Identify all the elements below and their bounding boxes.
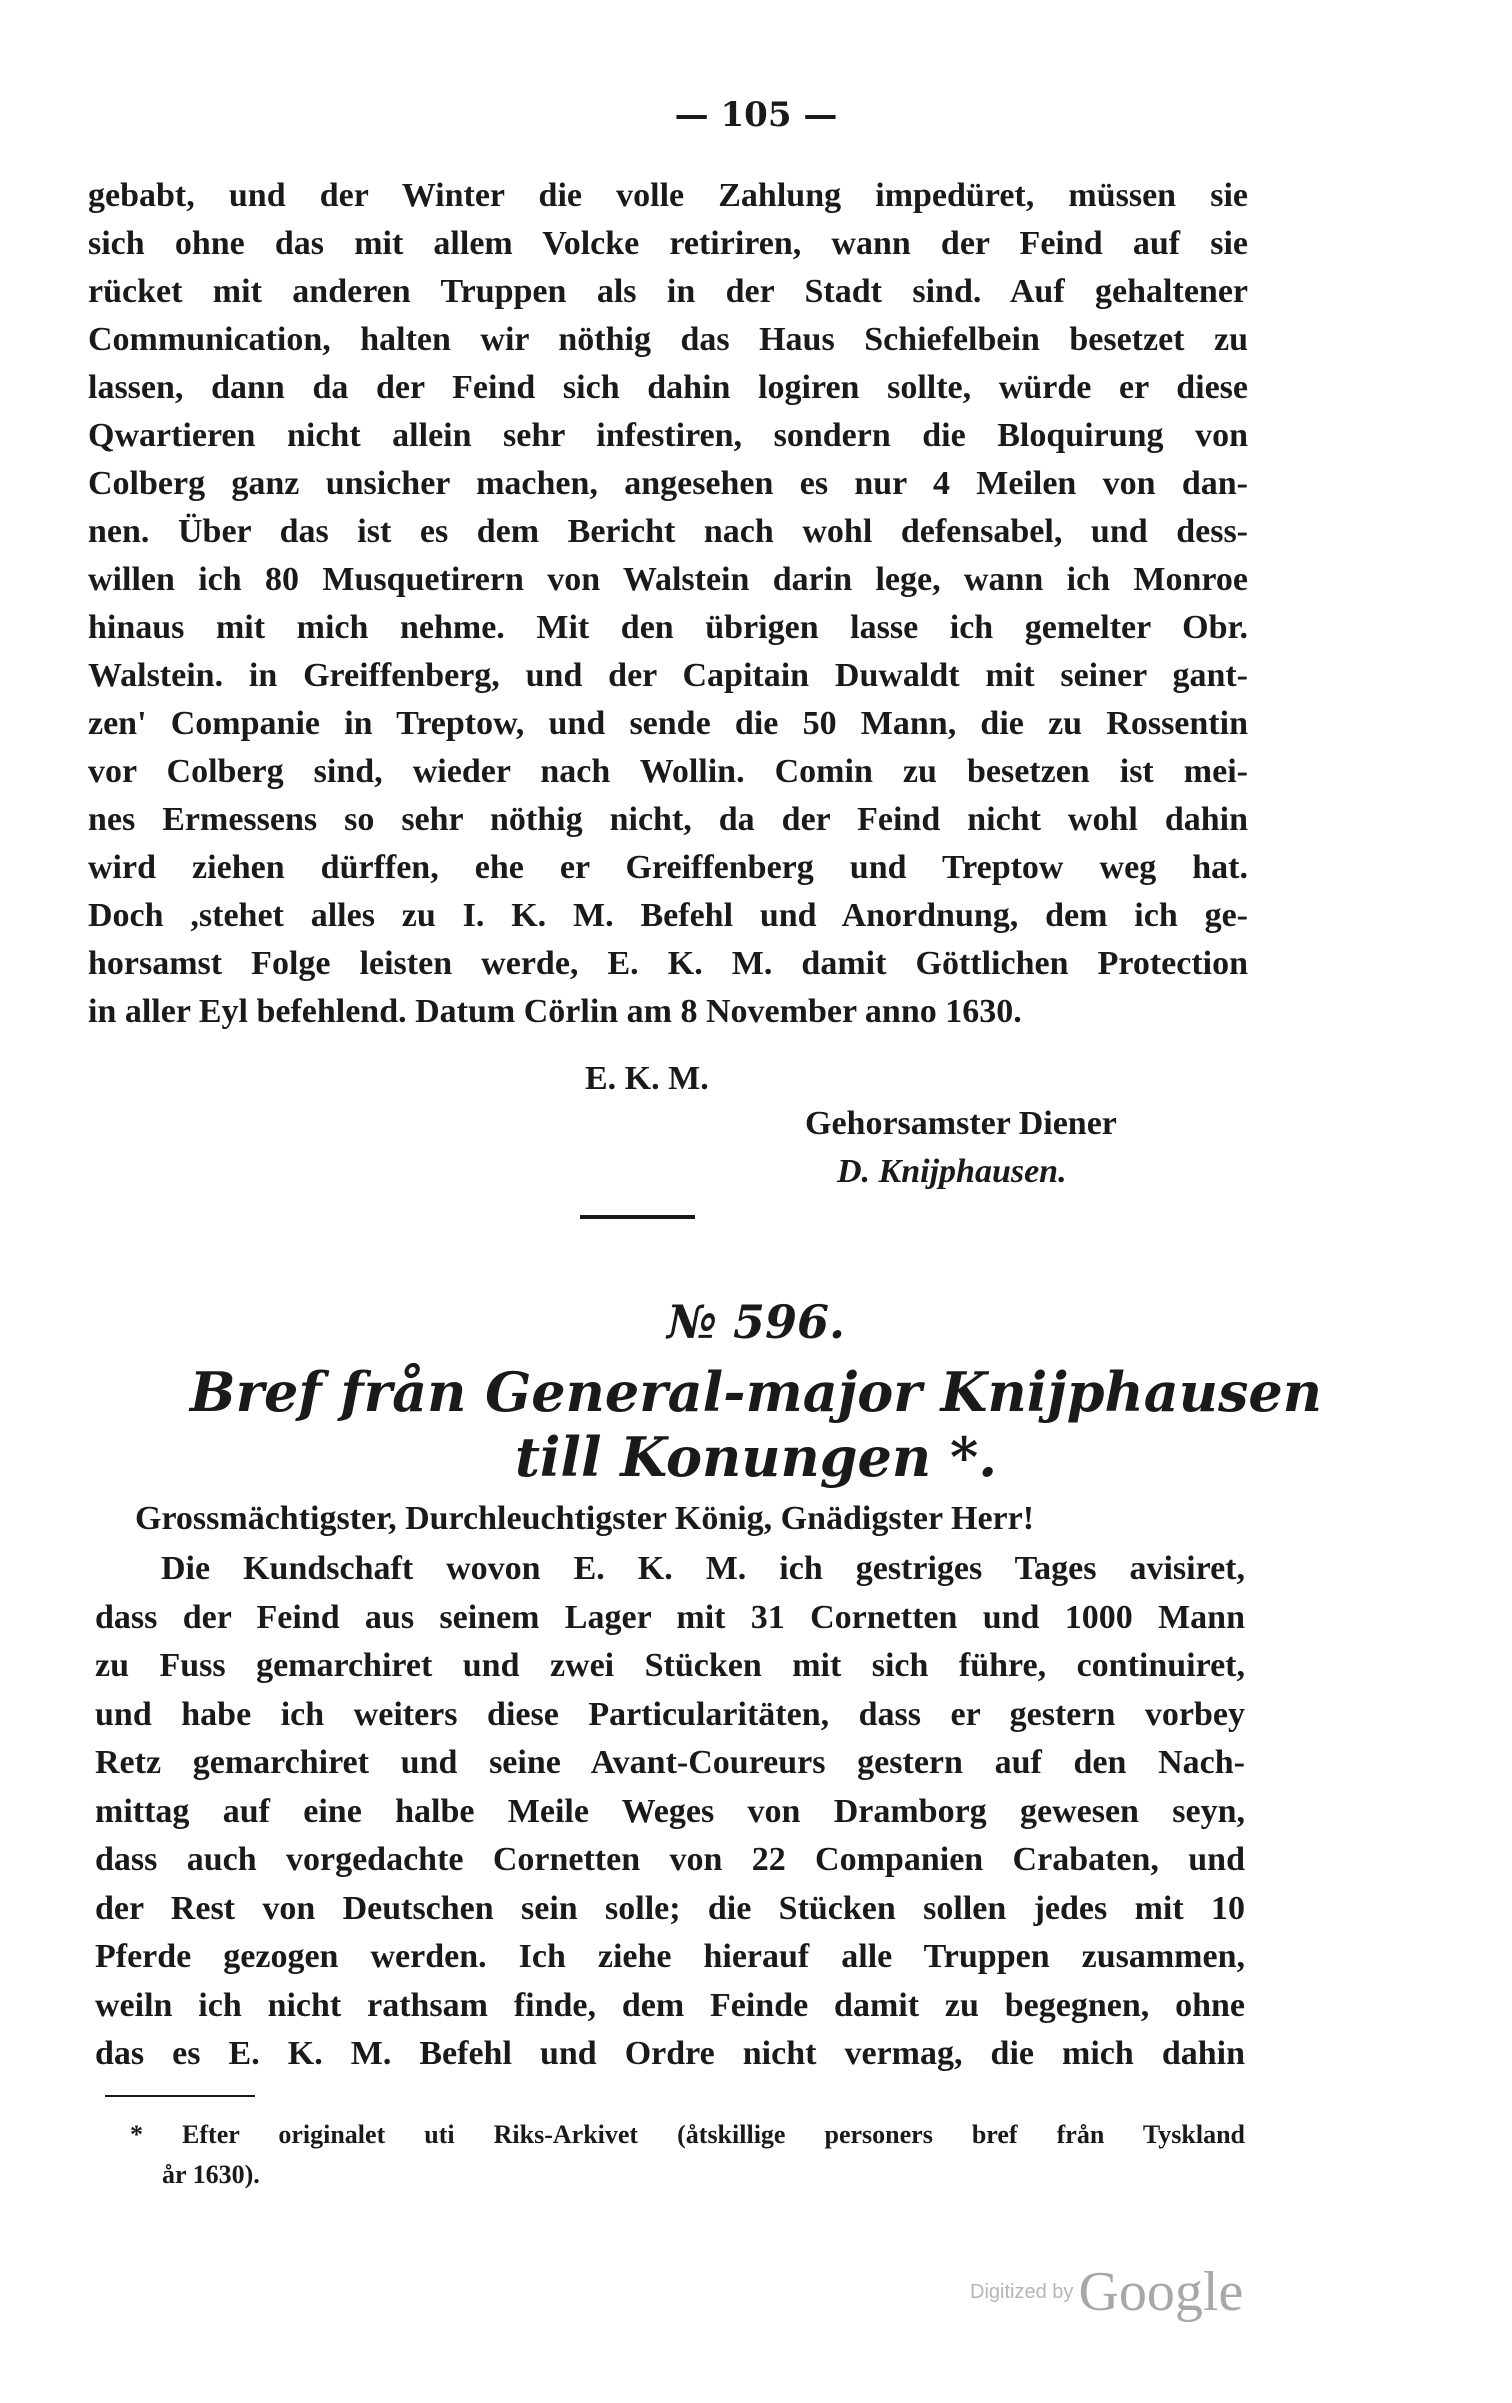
text-line: mittag auf eine halbe Meile Weges von Dramborg gewesen seyn, bbox=[95, 1792, 1245, 1830]
text-line: Pferde gezogen werden. Ich ziehe hierauf alle Truppen zusammen, bbox=[95, 1938, 1245, 1975]
text-line: hinaus mit mich nehme. Mit den übrigen lasse ich gemelter Obr. bbox=[88, 609, 1248, 646]
text-line: vor Colberg sind, wieder nach Wollin. Comin zu besetzen ist mei- bbox=[88, 753, 1248, 790]
text-line: weiln ich nicht rathsam finde, dem Feinde damit zu begegnen, ohne bbox=[95, 1986, 1245, 2024]
text-line: Communication, halten wir nöthig das Haus Schiefelbein besetzet zu bbox=[88, 321, 1248, 358]
footnote bbox=[130, 2115, 1245, 2195]
text-line: dass auch vorgedachte Cornetten von 22 Companien Crabaten, und bbox=[95, 1841, 1245, 1878]
text-line: Retz gemarchiret und seine Avant-Coureurs gestern auf den Nach- bbox=[95, 1744, 1245, 1781]
footnote-divider bbox=[105, 2095, 255, 2097]
signature-closing: Gehorsamster Diener bbox=[805, 1105, 1117, 1142]
text-line: gebabt, und der Winter die volle Zahlung impedüret, müssen sie bbox=[88, 177, 1248, 214]
section-divider bbox=[580, 1215, 695, 1219]
google-logo: Google bbox=[1078, 2261, 1244, 2323]
text-line: rücket mit anderen Truppen als in der Stadt sind. Auf gehaltener bbox=[88, 273, 1248, 310]
text-line: in aller Eyl befehlend. Datum Cörlin am 8 November anno 1630. bbox=[88, 993, 1022, 1030]
text-line: der Rest von Deutschen sein solle; die Stücken sollen jedes mit 10 bbox=[95, 1889, 1245, 1927]
text-line: Qwartieren nicht allein sehr infestiren, sondern die Bloquirung von bbox=[88, 417, 1248, 454]
page-number: — 105 — bbox=[674, 95, 838, 135]
text-line: Doch ,stehet alles zu I. K. M. Befehl und Anordnung, dem ich ge- bbox=[88, 897, 1248, 934]
text-line: Die Kundschaft wovon E. K. M. ich gestriges Tages avisiret, bbox=[161, 1550, 1245, 1587]
text-line: sich ohne das mit allem Volcke retiriren, wann der Feind auf sie bbox=[88, 225, 1248, 262]
letter-title-line-1: Bref från General-major Knijphausen bbox=[189, 1360, 1323, 1424]
document-number: № 596. bbox=[666, 1295, 846, 1349]
text-line: willen ich 80 Musquetirern von Walstein darin lege, wann ich Monroe bbox=[88, 561, 1248, 598]
text-line: nes Ermessens so sehr nöthig nicht, da der Feind nicht wohl dahin bbox=[88, 801, 1248, 838]
letter-greeting: Grossmächtigster, Durchleuchtigster König, Gnädigster Herr! bbox=[135, 1500, 1035, 1537]
text-line: Walstein. in Greiffenberg, und der Capitain Duwaldt mit seiner gant- bbox=[88, 657, 1248, 694]
watermark-prefix: Digitized by bbox=[970, 2281, 1074, 2303]
digitized-by-watermark bbox=[970, 2260, 1243, 2324]
letter-title-line-2: till Konungen *. bbox=[514, 1425, 998, 1489]
text-line: Colberg ganz unsicher machen, angesehen es nur 4 Meilen von dan- bbox=[88, 465, 1248, 502]
text-line: nen. Über das ist es dem Bericht nach wohl defensabel, und dess- bbox=[88, 513, 1248, 550]
text-line: * Efter originalet uti Riks-Arkivet (åtskillige personers bref från Tyskland bbox=[130, 2120, 1245, 2149]
text-line: dass der Feind aus seinem Lager mit 31 Cornetten und 1000 Mann bbox=[95, 1598, 1245, 1636]
text-line: lassen, dann da der Feind sich dahin logiren sollte, würde er diese bbox=[88, 369, 1248, 406]
text-line: år 1630). bbox=[162, 2160, 260, 2189]
text-line: zen' Companie in Treptow, und sende die 50 Mann, die zu Rossentin bbox=[88, 705, 1248, 742]
text-line: zu Fuss gemarchiret und zwei Stücken mit sich führe, continuiret, bbox=[95, 1647, 1245, 1684]
signature-name: D. Knijphausen. bbox=[837, 1153, 1067, 1190]
text-line: horsamst Folge leisten werde, E. K. M. damit Göttlichen Protection bbox=[88, 945, 1248, 982]
letter-body-paragraph bbox=[88, 172, 1248, 1036]
letter-body-paragraph-2 bbox=[95, 1545, 1245, 2079]
signature-address: E. K. M. bbox=[585, 1060, 709, 1097]
text-line: und habe ich weiters diese Particularitäten, dass er gestern vorbey bbox=[95, 1695, 1245, 1733]
text-line: das es E. K. M. Befehl und Ordre nicht vermag, die mich dahin bbox=[95, 2035, 1245, 2072]
text-line: wird ziehen dürffen, ehe er Greiffenberg und Treptow weg hat. bbox=[88, 849, 1248, 886]
